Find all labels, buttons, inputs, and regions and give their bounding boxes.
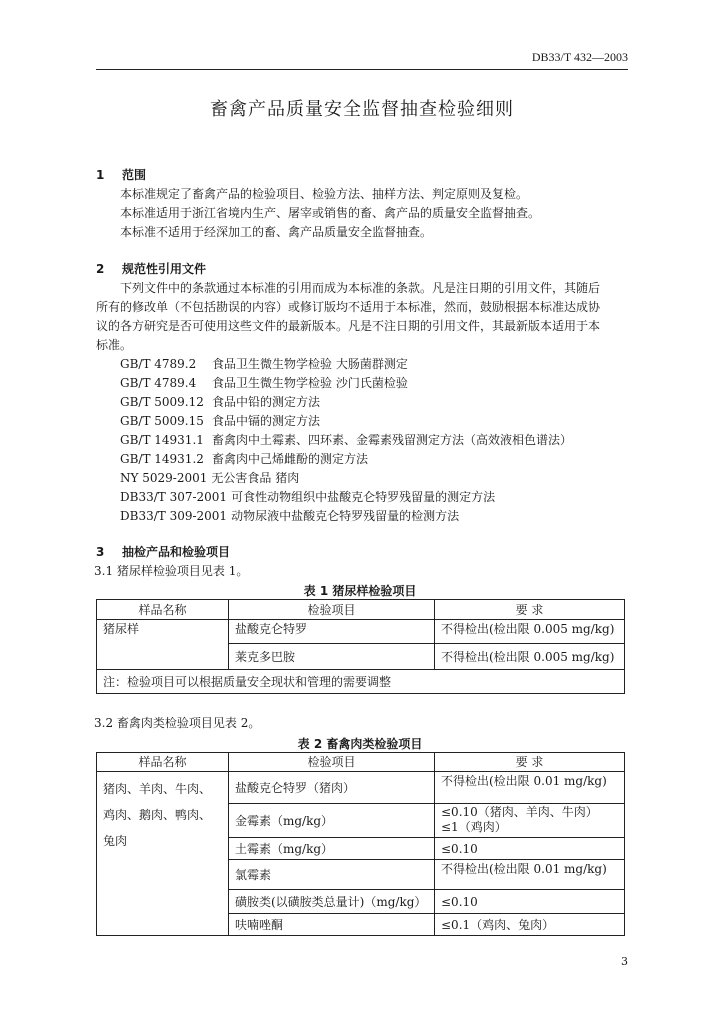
table2 — [96, 752, 625, 936]
table-cell-req: 不得检出(检出限 0.01 mg/kg) — [435, 772, 625, 804]
page-number: 3 — [621, 955, 628, 968]
reference-item — [96, 412, 632, 431]
reference-name: 无公害食品 猪肉 — [211, 471, 300, 485]
section-normative-references — [96, 260, 632, 526]
reference-code: GB/T 5009.12 — [120, 395, 204, 409]
subsection-3-1: 3.1 猪尿样检验项目见表 1。 — [94, 564, 249, 578]
reference-item — [96, 431, 632, 450]
paragraph: 本标准不适用于经深加工的畜、禽产品质量安全监督抽查。 — [120, 225, 433, 239]
reference-item — [96, 450, 632, 469]
reference-name: 食品卫生微生物学检验 沙门氏菌检验 — [212, 376, 408, 390]
reference-code: DB33/T 309-2001 — [120, 509, 228, 523]
table-cell-req: 不得检出(检出限 0.005 mg/kg) — [435, 644, 625, 670]
reference-item — [96, 469, 632, 488]
section-products-items — [96, 543, 632, 581]
table1 — [96, 599, 625, 694]
table-cell-item: 磺胺类(以磺胺类总量计)（mg/kg） — [229, 890, 435, 914]
table2-caption: 表 2 畜禽肉类检验项目 — [297, 737, 423, 751]
table-header: 样品名称 — [97, 600, 229, 620]
table-note: 注：检验项目可以根据质量安全现状和管理的需要调整 — [97, 670, 625, 694]
table-header: 检验项目 — [229, 753, 435, 772]
table-header: 样品名称 — [97, 753, 229, 772]
reference-item — [96, 507, 632, 526]
paragraph: 本标准规定了畜禽产品的检验项目、检验方法、抽样方法、判定原则及复检。 — [120, 187, 529, 201]
table-cell-req: ≤0.1（鸡肉、兔肉） — [435, 914, 625, 936]
subsection-3-2: 3.2 畜禽肉类检验项目见表 2。 — [94, 716, 261, 730]
section-scope — [96, 166, 632, 242]
table-cell-req: 不得检出(检出限 0.005 mg/kg) — [435, 620, 625, 644]
table-header: 检验项目 — [229, 600, 435, 620]
table-cell-sample: 猪尿样 — [97, 620, 229, 670]
section-heading: 2 规范性引用文件 — [96, 262, 207, 276]
reference-list — [96, 355, 632, 526]
table-cell-sample: 猪肉、羊肉、牛肉、 鸡肉、鹅肉、鸭肉、 兔肉 — [97, 772, 229, 936]
paragraph: 本标准适用于浙江省境内生产、屠宰或销售的畜、禽产品的质量安全监督抽查。 — [120, 206, 541, 220]
table-cell-item: 呋喃唑酮 — [229, 914, 435, 936]
paragraph-line: 所有的修改单（不包括勘误的内容）或修订版均不适用于本标准，然而，鼓励根据本标准达成协 — [96, 300, 601, 314]
reference-name: 动物尿液中盐酸克仑特罗残留量的检测方法 — [231, 509, 460, 523]
table1-caption: 表 1 猪尿样检验项目 — [303, 584, 417, 598]
paragraph-line: 下列文件中的条款通过本标准的引用而成为本标准的条款。凡是注日期的引用文件，其随后 — [120, 281, 601, 295]
header-rule — [96, 69, 628, 70]
reference-item — [96, 488, 632, 507]
table-cell-req: ≤0.10 — [435, 838, 625, 860]
reference-name: 食品卫生微生物学检验 大肠菌群测定 — [212, 357, 408, 371]
table-header: 要 求 — [435, 753, 625, 772]
table-cell-req: ≤0.10 — [435, 890, 625, 914]
paragraph-line: 议的各方研究是否可使用这些文件的最新版本。凡是不注日期的引用文件，其最新版本适用于本 — [96, 319, 601, 333]
reference-item — [96, 374, 632, 393]
section-heading: 1 范围 — [96, 168, 147, 182]
table-cell-item: 莱克多巴胺 — [229, 644, 435, 670]
reference-name: 畜禽肉中土霉素、四环素、金霉素残留测定方法（高效液相色谱法） — [212, 433, 573, 447]
section-heading: 3 抽检产品和检验项目 — [96, 545, 231, 559]
reference-code: GB/T 4789.2 — [120, 357, 197, 371]
table-cell-item: 盐酸克仑特罗（猪肉） — [229, 772, 435, 804]
reference-code: GB/T 14931.2 — [120, 452, 204, 466]
table-header: 要 求 — [435, 600, 625, 620]
standard-code: DB33/T 432—2003 — [531, 50, 628, 64]
reference-code: GB/T 4789.4 — [120, 376, 197, 390]
table-cell-req: ≤0.10（猪肉、羊肉、牛肉） ≤1（鸡肉） — [435, 804, 625, 838]
reference-item — [96, 355, 632, 374]
reference-code: GB/T 14931.1 — [120, 433, 204, 447]
reference-name: 可食性动物组织中盐酸克仑特罗残留量的测定方法 — [231, 490, 496, 504]
table-cell-item: 盐酸克仑特罗 — [229, 620, 435, 644]
table-cell-item: 金霉素（mg/kg） — [229, 804, 435, 838]
table-cell-req: 不得检出(检出限 0.01 mg/kg) — [435, 860, 625, 890]
reference-item — [96, 393, 632, 412]
reference-code: GB/T 5009.15 — [120, 414, 204, 428]
table-cell-item: 土霉素（mg/kg） — [229, 838, 435, 860]
document-title: 畜禽产品质量安全监督抽查检验细则 — [210, 99, 514, 120]
reference-code: DB33/T 307-2001 — [120, 490, 228, 504]
reference-name: 食品中铅的测定方法 — [212, 395, 321, 409]
reference-name: 畜禽肉中己烯雌酚的测定方法 — [212, 452, 369, 466]
table-cell-item: 氯霉素 — [229, 860, 435, 890]
reference-name: 食品中镉的测定方法 — [212, 414, 321, 428]
paragraph-line: 标准。 — [96, 338, 133, 352]
reference-code: NY 5029-2001 — [120, 471, 208, 485]
